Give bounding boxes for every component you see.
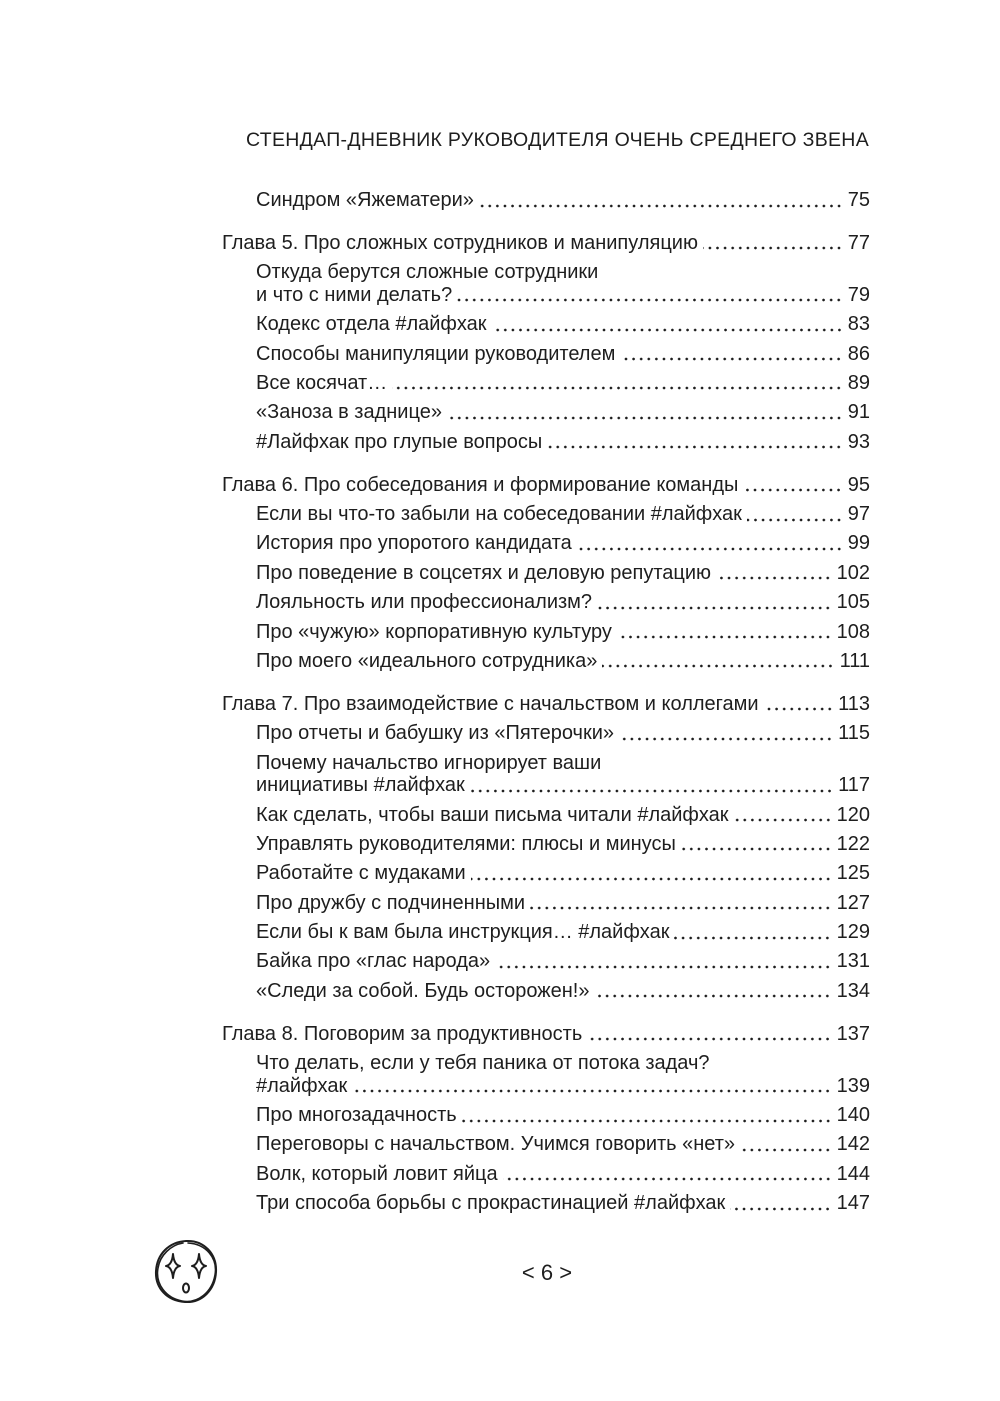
toc-chapter-entry: [222, 474, 870, 497]
toc-subentry: [222, 950, 870, 973]
toc-entry-line: [256, 1133, 870, 1156]
toc-subentry: [222, 650, 870, 673]
dot-leader: [619, 737, 833, 741]
toc-subentry: [222, 1163, 870, 1186]
toc-entry-title: Управлять руководителями: плюсы и минусы: [256, 832, 676, 855]
toc-entry-title: Синдром «Яжематери»: [256, 189, 474, 211]
toc-entry-title: Почему начальство игнорирует ваши: [256, 751, 602, 774]
toc-page-number: 99: [847, 532, 870, 555]
o-mouth: [183, 1284, 189, 1293]
toc-entry-line: [256, 1163, 870, 1186]
toc-subentry: [222, 503, 870, 526]
toc-page-number: 144: [836, 1162, 870, 1185]
toc-subentry: [222, 1104, 870, 1127]
dot-leader: [492, 328, 843, 332]
toc-entry-title: и что с ними делать?: [256, 283, 453, 306]
dot-leader: [730, 1207, 831, 1211]
left-sparkle-eye-icon: [166, 1254, 180, 1278]
toc-page-number: 105: [836, 591, 870, 614]
toc-entry-title: Что делать, если у тебя паника от потока задач?: [256, 1052, 710, 1075]
dot-leader: [479, 204, 843, 208]
toc-entry-line: [256, 401, 870, 424]
toc-subentry: [222, 980, 870, 1003]
toc-entry-title: Про поведение в соцсетях и деловую репутацию: [256, 561, 712, 584]
toc-entry-title: Глава 7. Про взаимодействие с начальством и коллегами: [222, 692, 759, 715]
toc-page-number: 134: [836, 979, 870, 1002]
toc-entry-title: Как сделать, чтобы ваши письма читали #лайфхак: [256, 803, 729, 826]
toc-subentry: [222, 532, 870, 555]
toc-entry-title: Работайте с мудаками: [256, 862, 466, 885]
toc-entry-title: Если вы что-то забыли на собеседовании #лайфхак: [256, 503, 742, 526]
toc-entry-title: инициативы #лайфхак: [256, 774, 465, 797]
sparkle-eyes-face-icon: [152, 1238, 220, 1306]
toc-page-number: 147: [836, 1192, 870, 1215]
toc-entry-line: [256, 804, 870, 827]
toc-subentry: [222, 1052, 870, 1097]
toc-entry-title: Глава 5. Про сложных сотрудников и манипуляцию: [222, 231, 698, 254]
dot-leader: [457, 298, 843, 302]
dot-leader: [503, 1177, 832, 1181]
toc-page-number: 131: [836, 950, 870, 973]
toc-subentry: [222, 722, 870, 745]
toc-subentry: [222, 804, 870, 827]
toc-page-number: 108: [836, 620, 870, 643]
toc-entry-line: [256, 1104, 870, 1127]
dot-leader: [703, 246, 843, 250]
toc-entry-line: [256, 261, 870, 284]
toc-entry-line: [256, 562, 870, 585]
toc-entry-line: [256, 1192, 870, 1215]
toc-page-number: 91: [847, 401, 870, 424]
page-number: < 6 >: [521, 1260, 573, 1285]
toc-entry-title: #лайфхак: [256, 1074, 348, 1097]
toc-entry-line: [256, 343, 870, 366]
toc-section: [222, 693, 870, 1003]
toc-subentry: [222, 401, 870, 424]
toc-entry-title: Все косячат…: [256, 371, 388, 394]
toc-chapter-entry: [222, 693, 870, 716]
toc-page-number: 115: [838, 722, 870, 745]
toc-page-number: 77: [847, 231, 870, 254]
toc-entry-line: [256, 833, 870, 856]
toc-entry-line: [256, 774, 870, 797]
toc-entry-title: Байка про «глас народа»: [256, 950, 491, 973]
dot-leader: [547, 445, 843, 449]
toc-entry-line: [256, 1052, 870, 1075]
toc-entry-title: #Лайфхак про глупые вопросы: [256, 430, 543, 453]
toc-entry-line: [256, 650, 870, 673]
toc-page-number: 125: [836, 862, 870, 885]
dot-leader: [716, 576, 832, 580]
toc-page-number: 79: [847, 283, 870, 306]
toc-subentry: [222, 1192, 870, 1215]
toc-entry-title: Про моего «идеального сотрудника»: [256, 649, 598, 672]
toc-entry-title: «Следи за собой. Будь осторожен!»: [256, 979, 590, 1002]
toc-entry-title: Кодекс отдела #лайфхак: [256, 313, 487, 336]
toc-page-number: 89: [847, 371, 870, 394]
dot-leader: [447, 416, 843, 420]
dot-leader: [734, 818, 832, 822]
toc-subentry: [222, 591, 870, 614]
dot-leader: [674, 936, 831, 940]
dot-leader: [587, 1037, 831, 1041]
dot-leader: [602, 664, 834, 668]
running-title: СТЕНДАП-ДНЕВНИК РУКОВОДИТЕЛЯ ОЧЕНЬ СРЕДНЕГО ЗВЕНА: [246, 129, 869, 151]
toc-subentry: [222, 189, 870, 212]
toc-entry-line: [256, 621, 870, 644]
toc-subentry: [222, 921, 870, 944]
toc-entry-title: Волк, который ловит яйца: [256, 1162, 498, 1185]
toc-entry-title: Переговоры с начальством. Учимся говорить «нет»: [256, 1133, 736, 1156]
dot-leader: [594, 994, 831, 998]
toc-entry-title: Откуда берутся сложные сотрудники: [256, 261, 599, 284]
toc-page-number: 93: [847, 430, 870, 453]
dot-leader: [470, 789, 833, 793]
toc-page-number: 95: [847, 473, 870, 496]
toc-entry-line: [256, 503, 870, 526]
toc-entry-title: Способы манипуляции руководителем: [256, 342, 616, 365]
toc-page-number: 86: [847, 342, 870, 365]
toc-entry-line: [222, 474, 870, 497]
toc-entry-title: Лояльность или профессионализм?: [256, 591, 593, 614]
toc-page-number: 137: [836, 1022, 870, 1045]
toc-chapter-entry: [222, 1023, 870, 1046]
toc-page-number: 83: [847, 313, 870, 336]
toc-entry-line: [256, 372, 870, 395]
toc-page-number: 102: [836, 561, 870, 584]
toc-entry-line: [256, 950, 870, 973]
dot-leader: [681, 847, 832, 851]
toc-subentry: [222, 833, 870, 856]
toc-subentry: [222, 752, 870, 797]
toc-entry-title: «Заноза в заднице»: [256, 401, 442, 424]
toc-subentry: [222, 343, 870, 366]
toc-entry-line: [256, 284, 870, 307]
toc-subentry: [222, 431, 870, 454]
dot-leader: [530, 906, 832, 910]
toc-entry-title: История про упоротого кандидата: [256, 532, 572, 555]
dot-leader: [597, 606, 832, 610]
dot-leader: [620, 357, 842, 361]
toc-entry-line: [222, 232, 870, 255]
toc-chapter-entry: [222, 232, 870, 255]
toc-entry-line: [256, 892, 870, 915]
toc-entry-line: [256, 189, 870, 212]
toc-entry-line: [256, 1075, 870, 1098]
toc-page-number: 111: [839, 649, 870, 672]
toc-page-number: 97: [847, 503, 870, 526]
toc-subentry: [222, 261, 870, 306]
dot-leader: [747, 518, 843, 522]
emblem-drawing: [152, 1238, 220, 1306]
toc-section: [222, 189, 870, 212]
toc-entry-title: Глава 8. Поговорим за продуктивность: [222, 1022, 583, 1045]
dot-leader: [471, 877, 832, 881]
dot-leader: [577, 547, 843, 551]
toc-page-number: 142: [836, 1133, 870, 1156]
toc-entry-title: Про дружбу с подчиненными: [256, 891, 526, 914]
toc-page-number: 122: [836, 832, 870, 855]
toc-subentry: [222, 562, 870, 585]
toc-section: [222, 474, 870, 673]
toc-page-number: 117: [838, 774, 870, 797]
toc-entry-line: [222, 1023, 870, 1046]
toc-entry-line: [256, 591, 870, 614]
toc-entry-line: [256, 722, 870, 745]
toc-page-number: 75: [847, 189, 870, 211]
toc-entry-line: [256, 921, 870, 944]
toc-subentry: [222, 862, 870, 885]
toc-subentry: [222, 372, 870, 395]
toc-subentry: [222, 1133, 870, 1156]
dot-leader: [495, 965, 831, 969]
toc-section: [222, 1023, 870, 1215]
toc-entry-title: Про многозадачность: [256, 1104, 457, 1127]
toc-page-number: 120: [836, 803, 870, 826]
dot-leader: [352, 1089, 831, 1093]
toc-entry-line: [256, 313, 870, 336]
right-sparkle-eye-icon: [192, 1254, 206, 1278]
toc-entry-title: Про отчеты и бабушку из «Пятерочки»: [256, 722, 614, 745]
toc-page-number: 139: [836, 1074, 870, 1097]
dot-leader: [740, 1148, 832, 1152]
toc-section: [222, 232, 870, 453]
toc-entry-line: [256, 752, 870, 775]
toc-entry-title: Глава 6. Про собеседования и формирование команды: [222, 473, 739, 496]
dot-leader: [764, 707, 834, 711]
toc-subentry: [222, 313, 870, 336]
toc-entry-line: [256, 431, 870, 454]
toc-page-number: 113: [838, 692, 870, 715]
toc-entry-line: [256, 862, 870, 885]
toc-entry-line: [256, 980, 870, 1003]
toc-page-number: 129: [836, 921, 870, 944]
toc-entry-title: Три способа борьбы с прокрастинацией #лайфхак: [256, 1192, 726, 1215]
dot-leader: [392, 386, 843, 390]
toc-subentry: [222, 892, 870, 915]
toc-entry-line: [222, 693, 870, 716]
toc-page-number: 140: [836, 1104, 870, 1127]
dot-leader: [617, 635, 832, 639]
table-of-contents: [222, 189, 870, 1215]
toc-entry-title: Про «чужую» корпоративную культуру: [256, 620, 612, 643]
toc-entry-line: [256, 532, 870, 555]
toc-entry-title: Если бы к вам была инструкция… #лайфхак: [256, 921, 670, 944]
dot-leader: [462, 1119, 832, 1123]
dot-leader: [743, 488, 842, 492]
toc-page-number: 127: [836, 891, 870, 914]
toc-subentry: [222, 621, 870, 644]
